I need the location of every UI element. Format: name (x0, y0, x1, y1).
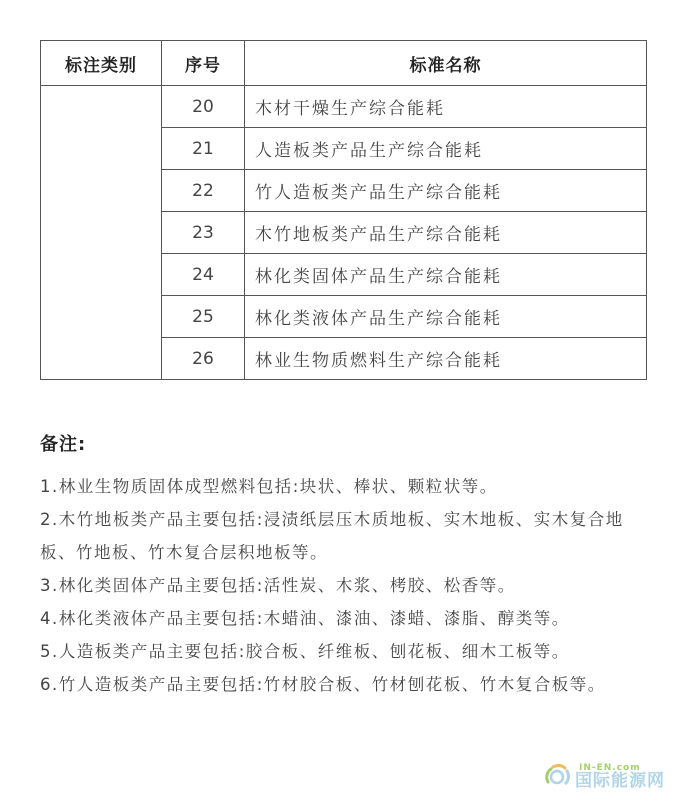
row-number: 24 (162, 254, 245, 296)
watermark-en: IN-EN.com (579, 763, 641, 773)
header-name: 标准名称 (245, 41, 647, 86)
row-name: 林业生物质燃料生产综合能耗 (245, 338, 647, 380)
watermark-cn: 国际能源网 (575, 771, 665, 791)
notes-section (40, 430, 646, 701)
note-item: 6.竹人造板类产品主要包括:竹材胶合板、竹材刨花板、竹木复合板等。 (40, 675, 606, 694)
note-item: 5.人造板类产品主要包括:胶合板、纤维板、刨花板、细木工板等。 (40, 642, 570, 661)
note-item: 4.林化类液体产品主要包括:木蜡油、漆油、漆蜡、漆脂、醇类等。 (40, 609, 570, 628)
note-item: 3.林化类固体产品主要包括:活性炭、木浆、栲胶、松香等。 (40, 576, 516, 595)
header-category: 标注类别 (41, 41, 162, 86)
note-item: 2.木竹地板类产品主要包括:浸渍纸层压木质地板、实木地板、实木复合地板、竹地板、竹木复合层积地板等。 (40, 510, 624, 562)
row-number: 20 (162, 86, 245, 128)
table-header-row (41, 41, 647, 86)
row-number: 22 (162, 170, 245, 212)
row-number: 23 (162, 212, 245, 254)
watermark (543, 762, 665, 790)
row-number: 21 (162, 128, 245, 170)
row-name: 林化类固体产品生产综合能耗 (245, 254, 647, 296)
row-number: 25 (162, 296, 245, 338)
notes-title: 备注: (40, 434, 87, 455)
row-name: 人造板类产品生产综合能耗 (245, 128, 647, 170)
standards-table (40, 40, 647, 380)
row-name: 林化类液体产品生产综合能耗 (245, 296, 647, 338)
row-name: 竹人造板类产品生产综合能耗 (245, 170, 647, 212)
header-number: 序号 (162, 41, 245, 86)
category-cell (41, 86, 162, 380)
row-name: 木材干燥生产综合能耗 (245, 86, 647, 128)
row-name: 木竹地板类产品生产综合能耗 (245, 212, 647, 254)
row-number: 26 (162, 338, 245, 380)
note-item: 1.林业生物质固体成型燃料包括:块状、棒状、颗粒状等。 (40, 477, 498, 496)
table-row (41, 86, 647, 128)
sun-logo-icon (543, 762, 571, 790)
